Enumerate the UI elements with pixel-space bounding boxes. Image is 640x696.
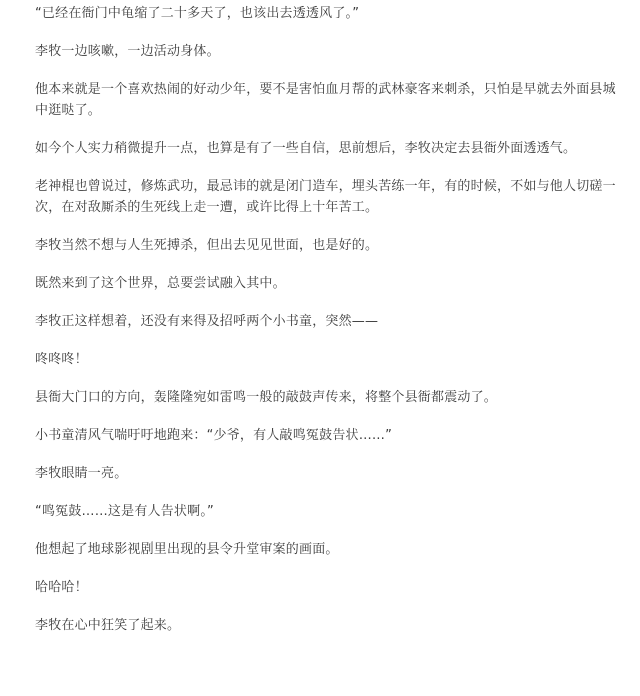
paragraph: 县衙大门口的方向，轰隆隆宛如雷鸣一般的敲鼓声传来，将整个县衙都震动了。	[35, 390, 498, 405]
paragraph: 李牧眼睛一亮。	[35, 466, 128, 481]
paragraph: 咚咚咚！	[35, 352, 88, 367]
paragraph: 既然来到了这个世界，总要尝试融入其中。	[35, 276, 286, 291]
paragraph: “鸣冤鼓……这是有人告状啊。”	[35, 504, 214, 519]
paragraph: “已经在衙门中龟缩了二十多天了，也该出去透透风了。”	[35, 6, 360, 21]
paragraph: 李牧当然不想与人生死搏杀，但出去见见世面，也是好的。	[35, 238, 379, 253]
paragraph: 如今个人实力稍微提升一点，也算是有了一些自信，思前想后，李牧决定去县衙外面透透气。	[35, 141, 577, 156]
paragraph: 李牧在心中狂笑了起来。	[35, 618, 181, 633]
paragraph: 老神棍也曾说过，修炼武功，最忌讳的就是闭门造车，埋头苦练一年，有的时候，不如与他人切磋一次，在对敌厮杀的生死线上走一遭，或许比得上十年苦工。	[35, 179, 616, 215]
paragraph: 李牧正这样想着，还没有来得及招呼两个小书童，突然——	[35, 314, 379, 329]
paragraph: 小书童清风气喘吁吁地跑来：“少爷，有人敲鸣冤鼓告状……”	[35, 428, 393, 443]
paragraph: 他本来就是一个喜欢热闹的好动少年，要不是害怕血月帮的武林豪客来刺杀，只怕是早就去外面县城中逛哒了。	[35, 82, 616, 118]
paragraph: 他想起了地球影视剧里出现的县令升堂审案的画面。	[35, 542, 339, 557]
paragraph: 李牧一边咳嗽，一边活动身体。	[35, 44, 220, 59]
paragraph: 哈哈哈！	[35, 580, 88, 595]
